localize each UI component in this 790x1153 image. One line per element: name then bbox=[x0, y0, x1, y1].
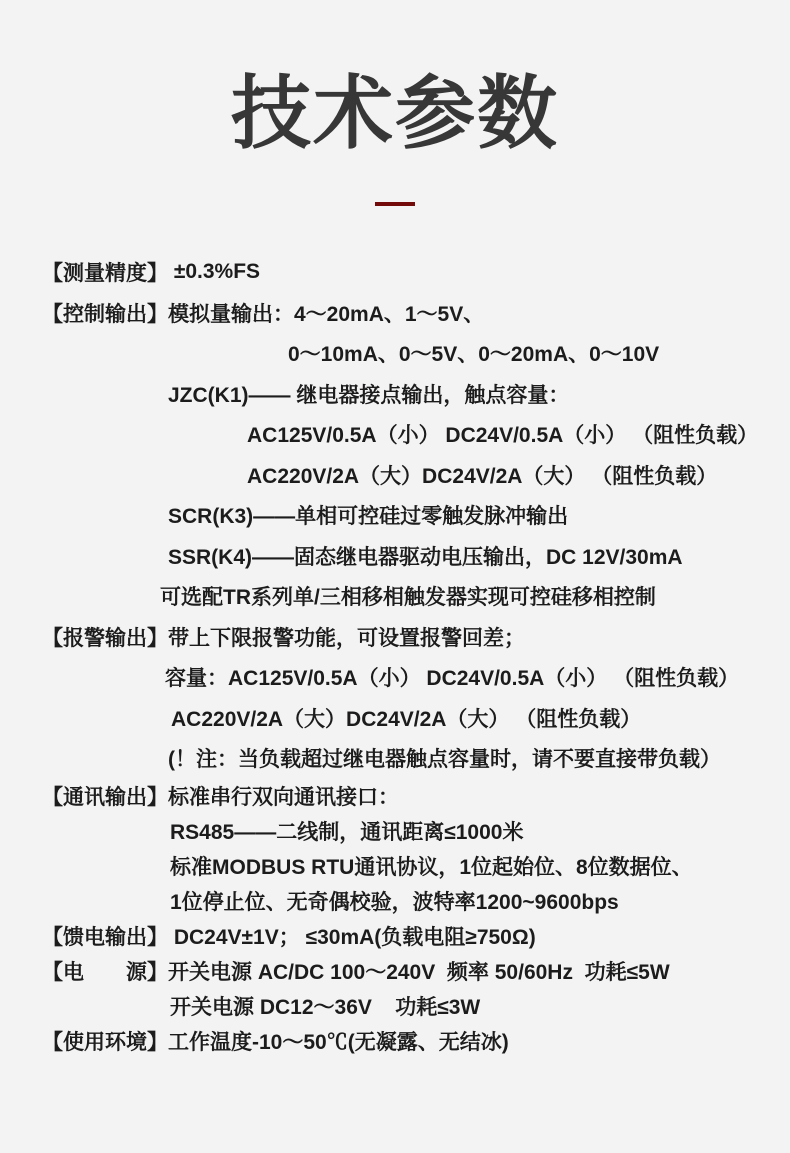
spec-label: 【馈电输出】 bbox=[42, 926, 168, 949]
spec-line bbox=[170, 849, 790, 884]
spec-text: RS485——二线制，通讯距离≤1000米 bbox=[170, 821, 524, 844]
spec-line bbox=[171, 698, 790, 739]
spec-line bbox=[160, 576, 790, 617]
spec-line bbox=[170, 989, 790, 1024]
spec-line bbox=[170, 814, 790, 849]
spec-line bbox=[42, 919, 790, 954]
spec-text: AC220V/2A（大）DC24V/2A（大） （阻性负载） bbox=[171, 707, 642, 731]
spec-text: 开关电源 AC/DC 100～240V 频率 50/60Hz 功耗≤5W bbox=[168, 961, 670, 984]
page-title: 技术参数 bbox=[231, 69, 559, 158]
spec-text: 可选配TR系列单/三相移相触发器实现可控硅移相控制 bbox=[160, 586, 656, 610]
spec-text: 工作温度-10～50℃(无凝露、无结冰) bbox=[168, 1031, 509, 1054]
spec-label: 【使用环境】 bbox=[42, 1031, 168, 1054]
spec-text: 容量：AC125V/0.5A（小） DC24V/0.5A（小） （阻性负载） bbox=[165, 667, 740, 691]
spec-text: DC24V±1V； ≤30mA(负载电阻≥750Ω) bbox=[168, 926, 536, 949]
spec-text: ±0.3%FS bbox=[168, 260, 261, 284]
spec-line bbox=[168, 495, 790, 536]
spec-line bbox=[170, 884, 790, 919]
spec-text: SCR(K3)——单相可控硅过零触发脉冲输出 bbox=[168, 505, 569, 529]
spec-line bbox=[168, 374, 790, 415]
spec-line bbox=[42, 779, 790, 814]
spec-text: 带上下限报警功能，可设置报警回差； bbox=[168, 626, 525, 650]
spec-line bbox=[168, 536, 790, 577]
spec-label: 【测量精度】 bbox=[42, 262, 168, 286]
spec-line bbox=[165, 657, 790, 698]
spec-line bbox=[247, 455, 790, 496]
spec-label: 【控制输出】 bbox=[42, 302, 168, 326]
spec-line bbox=[42, 293, 790, 334]
spec-text: 标准串行双向通讯接口： bbox=[168, 786, 399, 809]
spec-label: 【报警输出】 bbox=[42, 626, 168, 650]
spec-text: 模拟量输出：4～20mA、1～5V、 bbox=[168, 302, 485, 326]
spec-line bbox=[288, 333, 790, 374]
spec-text: 开关电源 DC12～36V 功耗≤3W bbox=[170, 996, 481, 1019]
spec-line bbox=[42, 954, 790, 989]
spec-text: SSR(K4)——固态继电器驱动电压输出，DC 12V/30mA bbox=[168, 545, 683, 569]
spec-text: 0～10mA、0～5V、0～20mA、0～10V bbox=[288, 343, 660, 367]
spec-line bbox=[247, 414, 790, 455]
spec-text: 标准MODBUS RTU通讯协议，1位起始位、8位数据位、 bbox=[170, 856, 693, 879]
spec-sheet bbox=[0, 69, 790, 1153]
spec-line bbox=[42, 252, 790, 293]
spec-text: AC125V/0.5A（小） DC24V/0.5A（小） （阻性负载） bbox=[247, 424, 759, 448]
spec-text: AC220V/2A（大）DC24V/2A（大） （阻性负载） bbox=[247, 464, 718, 488]
spec-list bbox=[0, 252, 790, 1059]
spec-label: 【通讯输出】 bbox=[42, 786, 168, 809]
spec-label: 【电 源】 bbox=[42, 961, 168, 984]
spec-text: 1位停止位、无奇偶校验，波特率1200~9600bps bbox=[170, 891, 619, 914]
spec-text: (！注：当负载超过继电器触点容量时，请不要直接带负载） bbox=[168, 748, 721, 772]
spec-text: JZC(K1)—— 继电器接点输出，触点容量： bbox=[168, 383, 570, 407]
title-underline-rule bbox=[375, 202, 415, 206]
spec-line bbox=[42, 617, 790, 658]
spec-line bbox=[168, 738, 790, 779]
spec-line bbox=[42, 1024, 790, 1059]
